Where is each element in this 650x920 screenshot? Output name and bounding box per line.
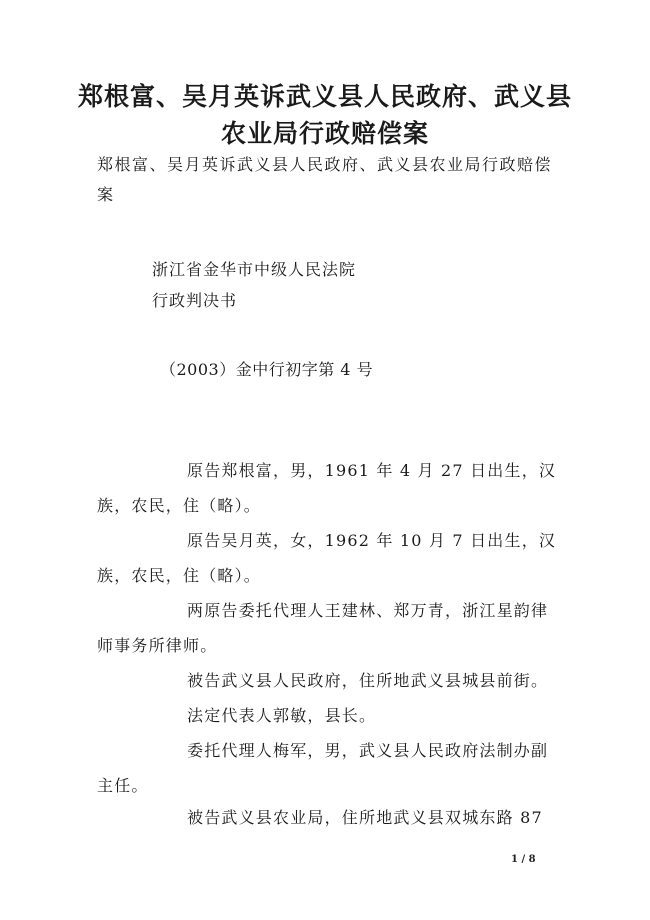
page-indicator: 1 / 8 xyxy=(511,854,536,865)
paragraph-plaintiff-2: 原告吴月英，女，1962 年 10 月 7 日出生，汉族，农民，住（略）。 xyxy=(97,531,557,585)
court-name: 浙江省金华市中级人民法院 xyxy=(152,260,357,279)
paragraph-defendant-2: 被告武义县农业局，住所地武义县双城东路 87 xyxy=(187,808,543,827)
document-subtitle: 郑根富、吴月英诉武义县人民政府、武义县农业局行政赔偿案 xyxy=(97,155,553,204)
document-title: 郑根富、吴月英诉武义县人民政府、武义县农业局行政赔偿案 xyxy=(77,82,572,148)
document-type: 行政判决书 xyxy=(152,291,238,310)
paragraph-defendant-agent: 委托代理人梅军，男，武义县人民政府法制办副主任。 xyxy=(97,741,549,795)
case-number: （2003）金中行初字第 4 号 xyxy=(160,360,374,379)
paragraph-plaintiff-1: 原告郑根富，男，1961 年 4 月 27 日出生，汉族，农民，住（略）。 xyxy=(97,461,557,515)
paragraph-legal-representative: 法定代表人郭敏，县长。 xyxy=(187,706,377,725)
paragraph-plaintiff-agents: 两原告委托代理人王建林、郑万青，浙江星韵律师事务所律师。 xyxy=(97,601,549,655)
paragraph-defendant-1: 被告武义县人民政府，住所地武义县城县前街。 xyxy=(187,671,549,690)
